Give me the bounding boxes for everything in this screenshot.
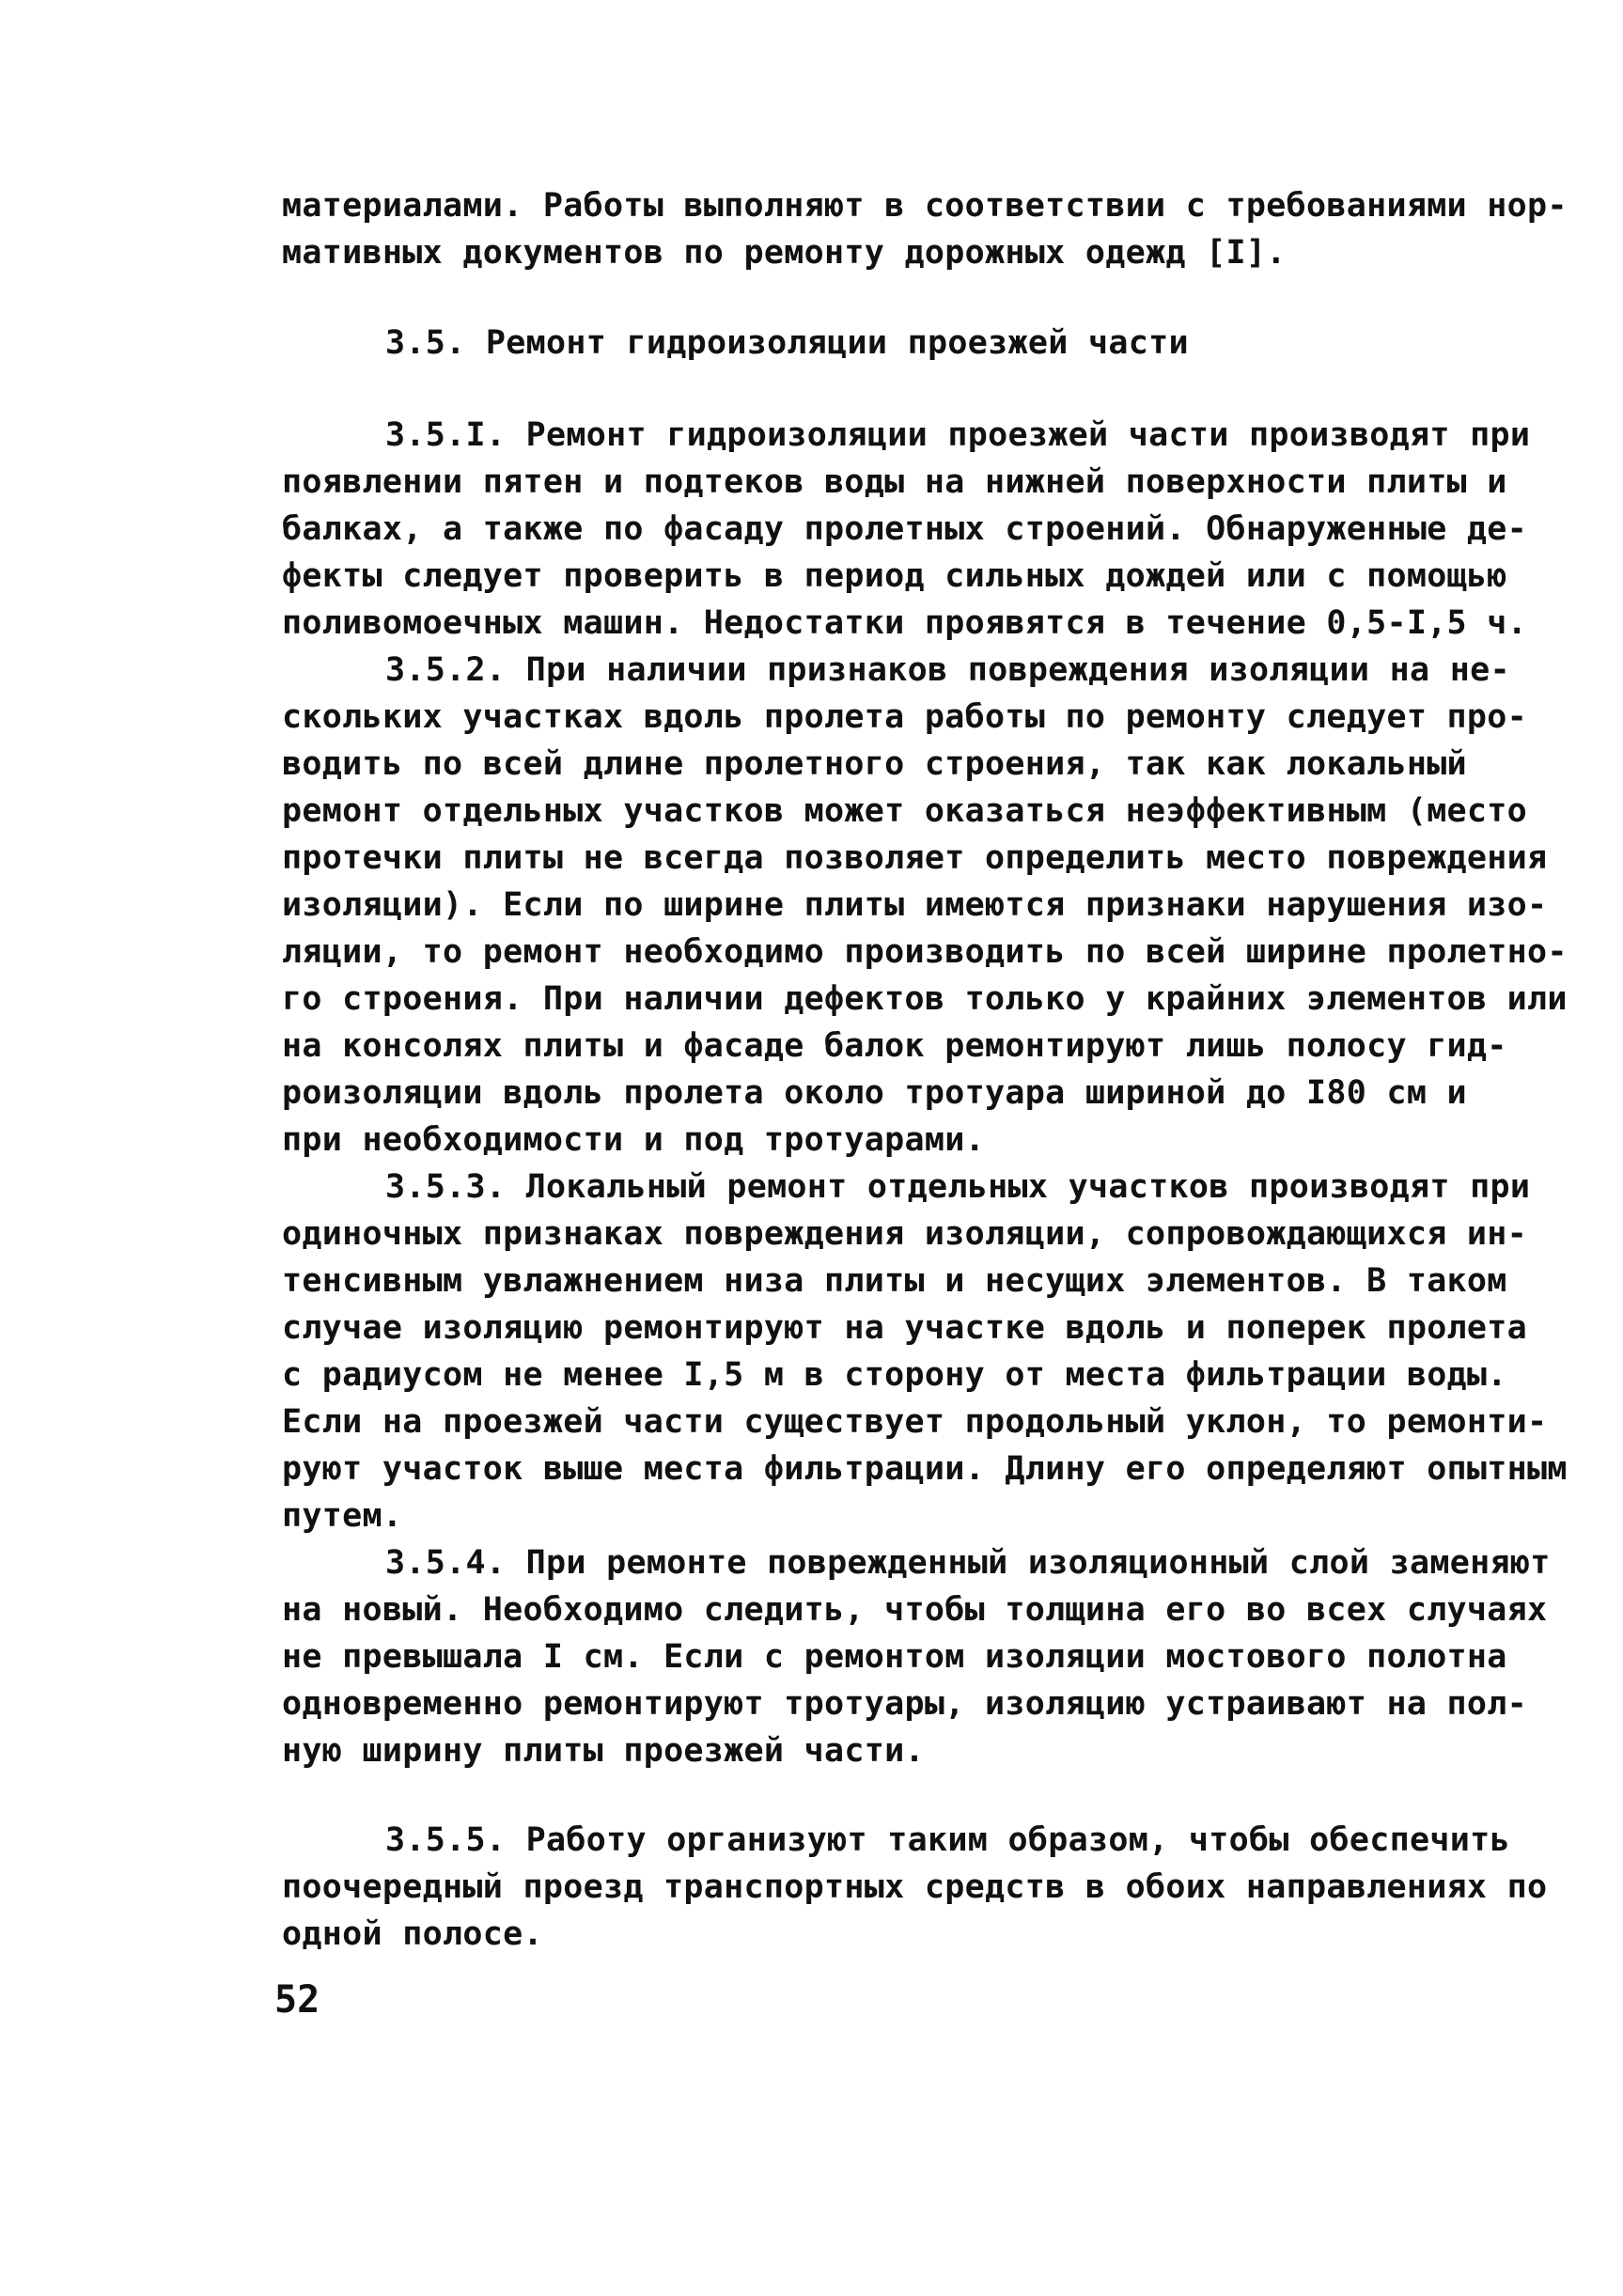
text-line: появлении пятен и подтеков воды на нижней поверхности плиты и <box>282 463 1507 501</box>
paragraph-start: 3.5.2. При наличии признаков повреждения изоляции на не- <box>385 651 1510 689</box>
text-line: на консолях плиты и фасаде балок ремонтируют лишь полосу гид- <box>282 1027 1507 1065</box>
text-line: ную ширину плиты проезжей части. <box>282 1732 925 1770</box>
text-line: ляции, то ремонт необходимо производить по всей ширине пролетно- <box>282 933 1568 971</box>
text-line: на новый. Необходимо следить, чтобы толщина его во всех случаях <box>282 1591 1548 1629</box>
text-line: одиночных признаках повреждения изоляции, сопровождающихся ин- <box>282 1215 1528 1253</box>
text-line: при необходимости и под тротуарами. <box>282 1121 986 1159</box>
text-line: фекты следует проверить в период сильных дождей или с помощью <box>282 557 1507 595</box>
text-line: руют участок выше места фильтрации. Длину его определяют опытным <box>282 1450 1568 1488</box>
text-line: скольких участках вдоль пролета работы по ремонту следует про- <box>282 698 1528 736</box>
text-line: материалами. Работы выполняют в соответствии с требованиями нор- <box>282 187 1568 225</box>
section-heading: 3.5. Ремонт гидроизоляции проезжей части <box>385 324 1189 362</box>
text-line: изоляции). Если по ширине плиты имеются признаки нарушения изо- <box>282 886 1548 924</box>
text-line: с радиусом не менее I,5 м в сторону от места фильтрации воды. <box>282 1356 1507 1394</box>
text-line: водить по всей длине пролетного строения, так как локальный <box>282 745 1467 783</box>
paragraph-start: 3.5.4. При ремонте поврежденный изоляционный слой заменяют <box>385 1544 1551 1582</box>
text-line: мативных документов по ремонту дорожных одежд [I]. <box>282 234 1287 272</box>
text-line: одной полосе. <box>282 1915 543 1953</box>
paragraph-start: 3.5.I. Ремонт гидроизоляции проезжей части производят при <box>385 416 1531 454</box>
text-line: не превышала I см. Если с ремонтом изоляции мостового полотна <box>282 1638 1507 1676</box>
paragraph-start: 3.5.5. Работу организуют таким образом, чтобы обеспечить <box>385 1821 1510 1859</box>
text-line: протечки плиты не всегда позволяет определить место повреждения <box>282 839 1548 877</box>
text-line: Если на проезжей части существует продольный уклон, то ремонти- <box>282 1403 1548 1441</box>
text-line: ремонт отдельных участков может оказаться неэффективным (место <box>282 792 1528 830</box>
text-line: поочередный проезд транспортных средств в обоих направлениях по <box>282 1868 1548 1906</box>
text-line: одновременно ремонтируют тротуары, изоляцию устраивают на пол- <box>282 1685 1528 1723</box>
text-line: поливомоечных машин. Недостатки проявятся в течение 0,5-I,5 ч. <box>282 604 1528 642</box>
text-line: путем. <box>282 1497 403 1535</box>
text-line: балках, а также по фасаду пролетных строений. Обнаруженные де- <box>282 510 1528 548</box>
text-line: роизоляции вдоль пролета около тротуара шириной до I80 см и <box>282 1074 1467 1112</box>
page-number: 52 <box>274 1978 320 2022</box>
text-line: го строения. При наличии дефектов только у крайних элементов или <box>282 980 1568 1018</box>
text-line: тенсивным увлажнением низа плиты и несущих элементов. В таком <box>282 1262 1507 1300</box>
text-line: случае изоляцию ремонтируют на участке вдоль и поперек пролета <box>282 1309 1528 1347</box>
paragraph-start: 3.5.3. Локальный ремонт отдельных участков производят при <box>385 1168 1531 1206</box>
